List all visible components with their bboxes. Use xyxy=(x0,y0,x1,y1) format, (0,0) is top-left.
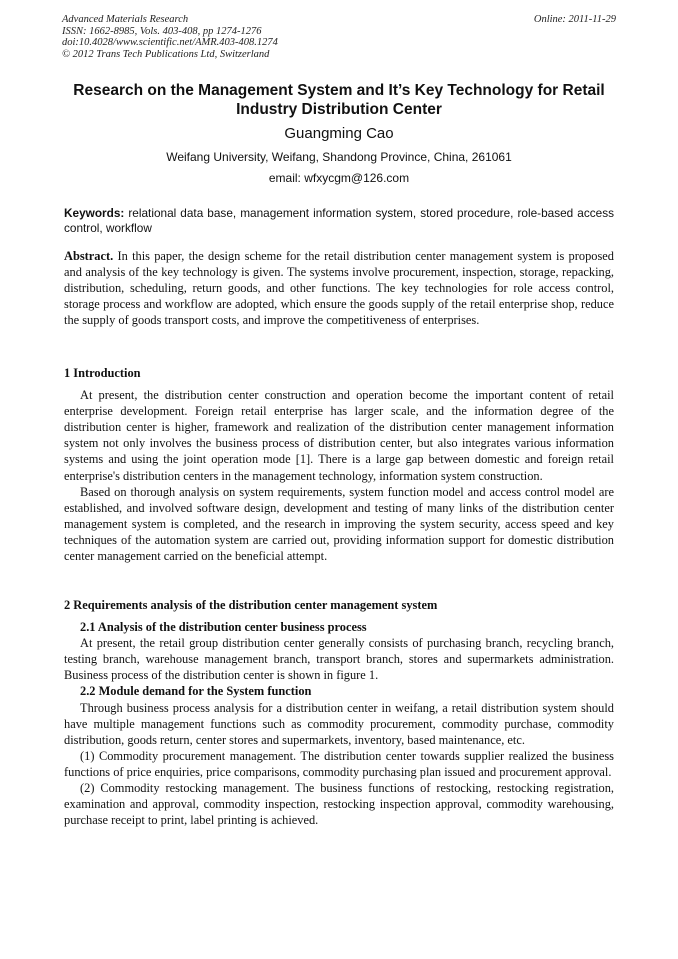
section-2-paragraph-1: At present, the retail group distribution center generally consists of purchasing branch, recycling branch, testing branch, warehouse management branch, transport branch, stores and supermarkets administration. Business process of the distribution center is shown in figure 1. xyxy=(64,636,614,683)
subsection-2-2-heading: 2.2 Module demand for the System function xyxy=(80,684,312,699)
copyright-line: © 2012 Trans Tech Publications Ltd, Switzerland xyxy=(62,48,270,60)
keywords xyxy=(64,206,614,236)
doi-line: doi:10.4028/www.scientific.net/AMR.403-408.1274 xyxy=(62,37,278,48)
title-line-2: Industry Distribution Center xyxy=(236,101,442,118)
section-2-paragraph-2: Through business process analysis for a distribution center in weifang, a retail distribution system should have multiple management functions such as commodity procurement, commodity purchase, commodity distribution, goods return, center stores and supermarkets, inventory, based maintenance, etc. xyxy=(64,700,614,747)
journal-name: Advanced Materials Research xyxy=(62,14,189,25)
section-1-heading: 1 Introduction xyxy=(64,366,141,380)
subsection-2-1-heading: 2.1 Analysis of the distribution center business process xyxy=(80,620,367,635)
title-line-1: Research on the Management System and It’s Key Technology for Retail xyxy=(73,82,605,99)
online-date: Online: 2011-11-29 xyxy=(533,14,616,25)
section-2-paragraph-4: (2) Commodity restocking management. The business functions of restocking, restocking registration, examination and approval, commodity inspection, restocking inspection approval, commodity warehousing, purchase receipt to print, label printing is achieved. xyxy=(64,781,614,828)
paper-title xyxy=(62,81,616,119)
section-requirements xyxy=(64,597,614,828)
abstract xyxy=(64,248,614,328)
section-1-paragraph-1: At present, the distribution center construction and operation become the important content of retail enterprise development. Foreign retail enterprise has larger scale, and the information degree of the distribution center is higher, framework and realization of the distribution center management information system not only involves the business process of distribution center, but also integrates various information systems and using the joint operation mode [1]. There is a large gap between domestic and foreign retail enterprise's distribution centers in the management technology, information system construction. xyxy=(64,388,614,483)
issn-line: ISSN: 1662-8985, Vols. 403-408, pp 1274-1276 xyxy=(62,25,262,37)
author-email: email: wfxycgm@126.com xyxy=(268,171,410,185)
abstract-text: In this paper, the design scheme for the retail distribution center management system is proposed and analysis of the key technology is given. The systems involve procurement, inspection, storage, repacking, distribution, scheduling, return goods, and other functions. The key technologies for role access control, storage process and workflow are adopted, which ensure the goods supply of the retail enterprise shop, reduce the supply of goods transport costs, and improve the competitiveness of enterprises. xyxy=(64,249,614,328)
author-name: Guangming Cao xyxy=(284,125,394,142)
abstract-label: Abstract. xyxy=(64,249,114,263)
journal-header xyxy=(62,14,616,60)
section-1-paragraph-2: Based on thorough analysis on system requirements, system function model and access control model are established, and involved software design, development and testing of many links of the distribution center management system is completed, and the research in improving the system security, access speed and key techniques of the automation system are carried out, providing information support for domestic distribution center management carried on the beneficial attempt. xyxy=(64,484,614,564)
keywords-text: relational data base, management information system, stored procedure, role-based access control, workflow xyxy=(64,206,615,235)
section-2-paragraph-3: (1) Commodity procurement management. The distribution center towards supplier realized the business functions of price enquiries, price comparisons, commodity purchasing plan issued and procurement approval. xyxy=(64,748,614,779)
affiliation: Weifang University, Weifang, Shandong Province, China, 261061 xyxy=(166,150,512,164)
keywords-label: Keywords: xyxy=(64,206,125,220)
section-2-heading: 2 Requirements analysis of the distribution center management system xyxy=(64,598,438,612)
section-introduction xyxy=(64,365,614,564)
